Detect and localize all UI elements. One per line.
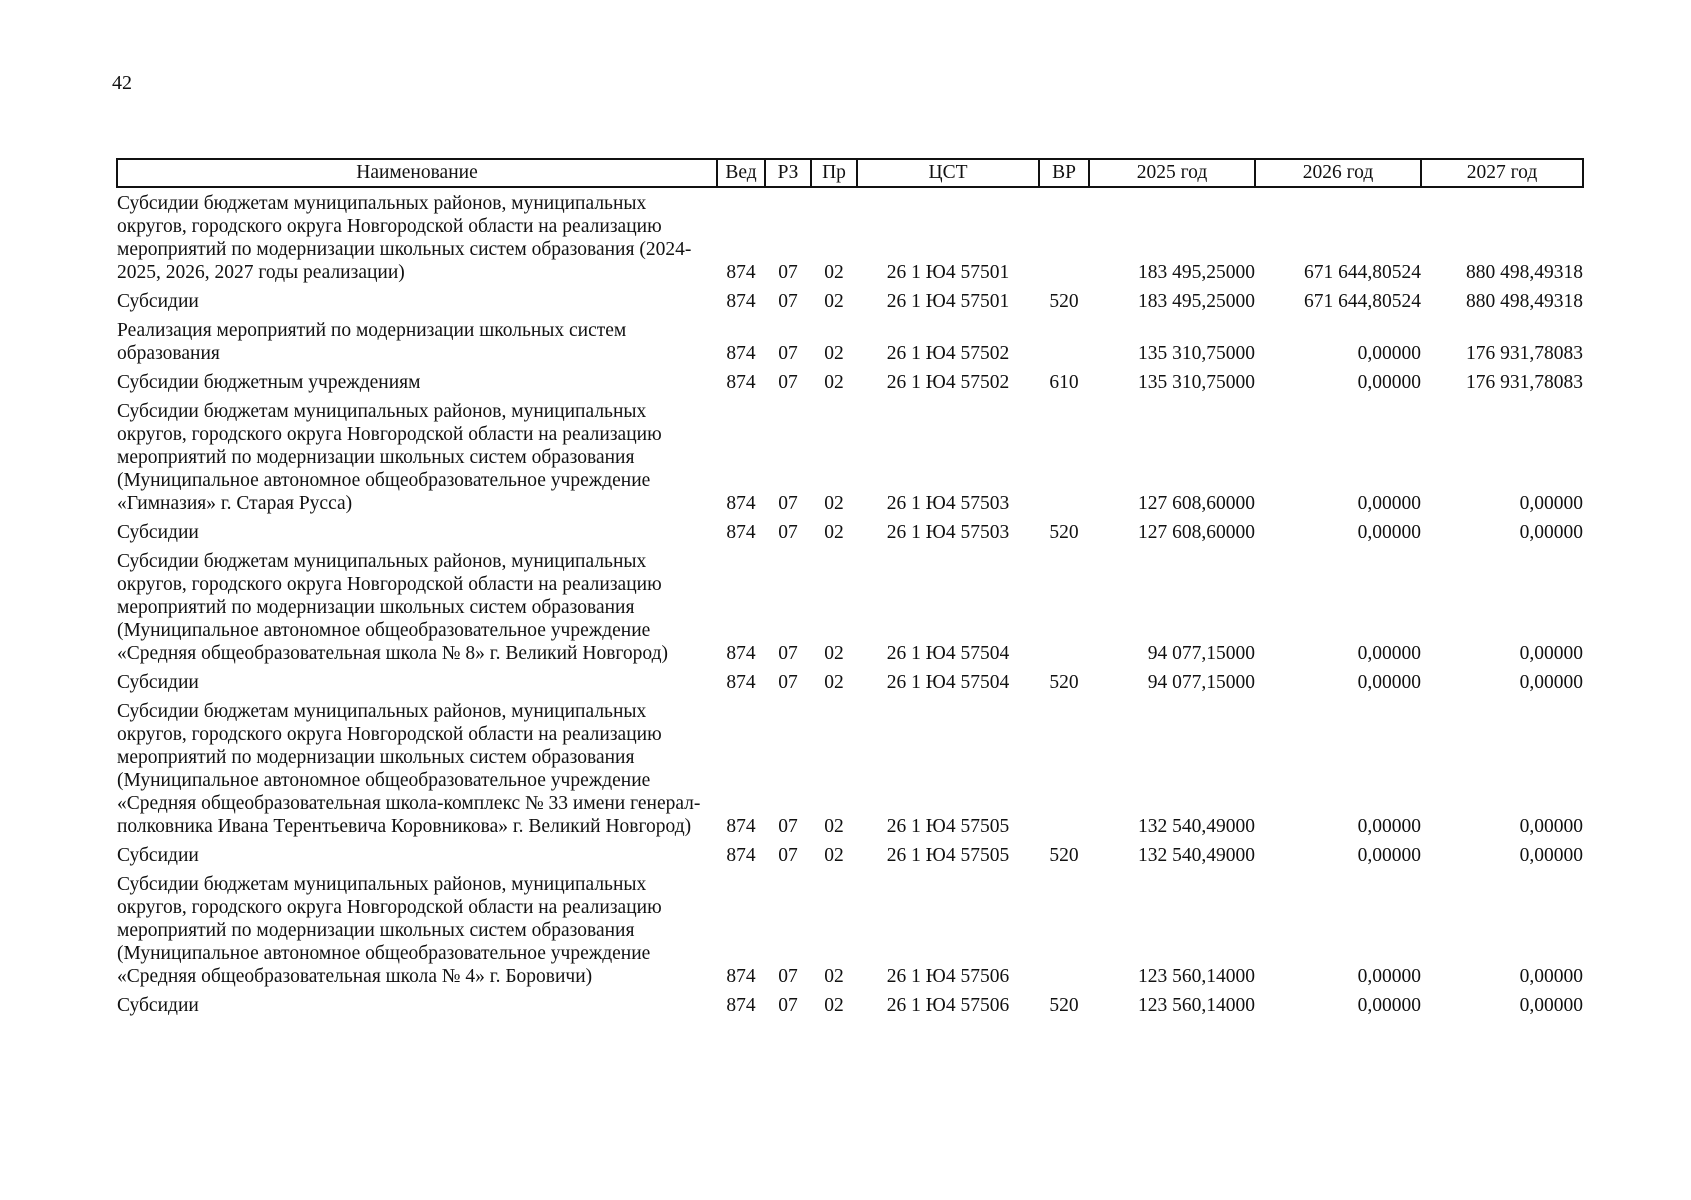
header-rz: РЗ	[765, 159, 811, 187]
cell-2027: 0,00000	[1519, 966, 1583, 987]
table-row	[117, 284, 1583, 313]
cell-pr: 02	[824, 816, 844, 837]
cell-cst: 26 1 Ю4 57502	[886, 372, 1010, 393]
cell-pr: 02	[824, 522, 844, 543]
cell-cst: 26 1 Ю4 57502	[886, 343, 1010, 364]
cell-vr: 520	[1049, 995, 1079, 1016]
cell-ved: 874	[726, 816, 756, 837]
cell-rz: 07	[778, 522, 798, 543]
cell-name: Субсидии	[117, 522, 199, 543]
cell-ved: 874	[726, 845, 756, 866]
cell-ved: 874	[726, 291, 756, 312]
cell-2025: 135 310,75000	[1138, 372, 1255, 393]
cell-name: Субсидии бюджетам муниципальных районов, муниципальных округов, городского округа Новгородской области на реализацию мероприятий по модернизации школьных систем образования (Муниципальное автономное общеобразовательное учреждение «Гимназия» г. Старая Русса)	[117, 401, 662, 514]
cell-ved: 874	[726, 672, 756, 693]
cell-2025: 132 540,49000	[1138, 845, 1255, 866]
cell-ved: 874	[726, 995, 756, 1016]
cell-ved: 874	[726, 372, 756, 393]
header-cst: ЦСТ	[857, 159, 1039, 187]
cell-2027: 0,00000	[1519, 522, 1583, 543]
cell-2025: 94 077,15000	[1147, 643, 1255, 664]
cell-rz: 07	[778, 643, 798, 664]
cell-2026: 0,00000	[1357, 816, 1421, 837]
cell-vr	[1039, 313, 1089, 365]
page-number: 42	[112, 72, 132, 94]
header-ved: Вед	[717, 159, 765, 187]
cell-name: Субсидии бюджетам муниципальных районов, муниципальных округов, городского округа Новгородской области на реализацию мероприятий по модернизации школьных систем образования (2024-2025, 2026, 2027 годы реализации)	[117, 193, 692, 283]
cell-vr	[1039, 867, 1089, 988]
cell-cst: 26 1 Ю4 57504	[886, 643, 1010, 664]
cell-pr: 02	[824, 343, 844, 364]
cell-rz: 07	[778, 343, 798, 364]
table-row	[117, 394, 1583, 515]
cell-rz: 07	[778, 816, 798, 837]
cell-pr: 02	[824, 262, 844, 283]
table-body	[117, 187, 1583, 1017]
cell-cst: 26 1 Ю4 57503	[886, 522, 1010, 543]
cell-cst: 26 1 Ю4 57503	[886, 493, 1010, 514]
cell-pr: 02	[824, 966, 844, 987]
cell-pr: 02	[824, 995, 844, 1016]
cell-2025: 127 608,60000	[1138, 493, 1255, 514]
cell-name: Субсидии бюджетам муниципальных районов, муниципальных округов, городского округа Новгородской области на реализацию мероприятий по модернизации школьных систем образования (Муниципальное автономное общеобразовательное учреждение «Средняя общеобразовательная школа № 8» г. Великий Новгород)	[117, 551, 669, 664]
table-row	[117, 515, 1583, 544]
cell-2027: 0,00000	[1519, 643, 1583, 664]
cell-2026: 0,00000	[1357, 966, 1421, 987]
cell-ved: 874	[726, 343, 756, 364]
table-row	[117, 187, 1583, 284]
cell-2027: 176 931,78083	[1466, 372, 1583, 393]
cell-vr: 610	[1049, 372, 1079, 393]
table-row	[117, 838, 1583, 867]
cell-2025: 123 560,14000	[1138, 966, 1255, 987]
cell-name: Субсидии	[117, 672, 199, 693]
table-header-row	[117, 159, 1583, 187]
header-vr: ВР	[1039, 159, 1089, 187]
cell-2027: 0,00000	[1519, 995, 1583, 1016]
cell-ved: 874	[726, 966, 756, 987]
cell-rz: 07	[778, 672, 798, 693]
cell-2026: 671 644,80524	[1304, 262, 1421, 283]
cell-cst: 26 1 Ю4 57501	[886, 262, 1010, 283]
cell-2027: 0,00000	[1519, 672, 1583, 693]
cell-2026: 0,00000	[1357, 343, 1421, 364]
cell-2025: 135 310,75000	[1138, 343, 1255, 364]
cell-2025: 183 495,25000	[1138, 291, 1255, 312]
cell-cst: 26 1 Ю4 57505	[886, 845, 1010, 866]
cell-ved: 874	[726, 493, 756, 514]
cell-2026: 0,00000	[1357, 522, 1421, 543]
cell-2026: 0,00000	[1357, 845, 1421, 866]
cell-2027: 0,00000	[1519, 816, 1583, 837]
cell-cst: 26 1 Ю4 57504	[886, 672, 1010, 693]
cell-rz: 07	[778, 262, 798, 283]
cell-2027: 176 931,78083	[1466, 343, 1583, 364]
cell-2026: 0,00000	[1357, 672, 1421, 693]
cell-rz: 07	[778, 372, 798, 393]
cell-vr	[1039, 694, 1089, 838]
cell-2026: 0,00000	[1357, 995, 1421, 1016]
cell-ved: 874	[726, 262, 756, 283]
cell-rz: 07	[778, 493, 798, 514]
table-row	[117, 694, 1583, 838]
cell-rz: 07	[778, 845, 798, 866]
cell-cst: 26 1 Ю4 57506	[886, 995, 1010, 1016]
cell-vr: 520	[1049, 291, 1079, 312]
cell-name: Реализация мероприятий по модернизации школьных систем образования	[117, 320, 627, 364]
cell-cst: 26 1 Ю4 57506	[886, 966, 1010, 987]
cell-rz: 07	[778, 995, 798, 1016]
cell-2027: 0,00000	[1519, 493, 1583, 514]
cell-pr: 02	[824, 672, 844, 693]
cell-name: Субсидии	[117, 995, 199, 1016]
cell-2025: 94 077,15000	[1147, 672, 1255, 693]
cell-vr: 520	[1049, 522, 1079, 543]
cell-2027: 880 498,49318	[1466, 291, 1583, 312]
header-2027: 2027 год	[1421, 159, 1583, 187]
cell-pr: 02	[824, 643, 844, 664]
cell-pr: 02	[824, 291, 844, 312]
cell-rz: 07	[778, 291, 798, 312]
cell-rz: 07	[778, 966, 798, 987]
cell-name: Субсидии бюджетным учреждениям	[117, 372, 421, 393]
cell-2026: 0,00000	[1357, 493, 1421, 514]
cell-name: Субсидии бюджетам муниципальных районов, муниципальных округов, городского округа Новгородской области на реализацию мероприятий по модернизации школьных систем образования (Муниципальное автономное общеобразовательное учреждение «Средняя общеобразовательная школа № 4» г. Боровичи)	[117, 874, 662, 987]
cell-ved: 874	[726, 643, 756, 664]
cell-cst: 26 1 Ю4 57501	[886, 291, 1010, 312]
cell-2027: 880 498,49318	[1466, 262, 1583, 283]
cell-vr: 520	[1049, 845, 1079, 866]
cell-name: Субсидии	[117, 845, 199, 866]
table-row	[117, 867, 1583, 988]
cell-name: Субсидии	[117, 291, 199, 312]
cell-vr: 520	[1049, 672, 1079, 693]
header-name: Наименование	[117, 159, 717, 187]
table-row	[117, 313, 1583, 365]
cell-2026: 0,00000	[1357, 643, 1421, 664]
table-row	[117, 988, 1583, 1017]
cell-2026: 0,00000	[1357, 372, 1421, 393]
cell-pr: 02	[824, 493, 844, 514]
cell-2025: 183 495,25000	[1138, 262, 1255, 283]
cell-pr: 02	[824, 845, 844, 866]
header-2026: 2026 год	[1255, 159, 1421, 187]
table-row	[117, 544, 1583, 665]
table-header	[117, 159, 1583, 187]
cell-cst: 26 1 Ю4 57505	[886, 816, 1010, 837]
cell-vr	[1039, 544, 1089, 665]
cell-2026: 671 644,80524	[1304, 291, 1421, 312]
cell-2025: 123 560,14000	[1138, 995, 1255, 1016]
budget-table	[116, 158, 1584, 1017]
cell-pr: 02	[824, 372, 844, 393]
cell-vr	[1039, 394, 1089, 515]
cell-ved: 874	[726, 522, 756, 543]
cell-2025: 127 608,60000	[1138, 522, 1255, 543]
header-pr: Пр	[811, 159, 857, 187]
table-row	[117, 665, 1583, 694]
cell-2027: 0,00000	[1519, 845, 1583, 866]
cell-name: Субсидии бюджетам муниципальных районов, муниципальных округов, городского округа Новгородской области на реализацию мероприятий по модернизации школьных систем образования (Муниципальное автономное общеобразовательное учреждение «Средняя общеобразовательная школа-комплекс № 33 имени генерал-полковника Ивана Терентьевича Коровникова» г. Великий Новгород)	[117, 701, 701, 837]
header-2025: 2025 год	[1089, 159, 1255, 187]
cell-2025: 132 540,49000	[1138, 816, 1255, 837]
cell-vr	[1039, 187, 1089, 284]
table-row	[117, 365, 1583, 394]
